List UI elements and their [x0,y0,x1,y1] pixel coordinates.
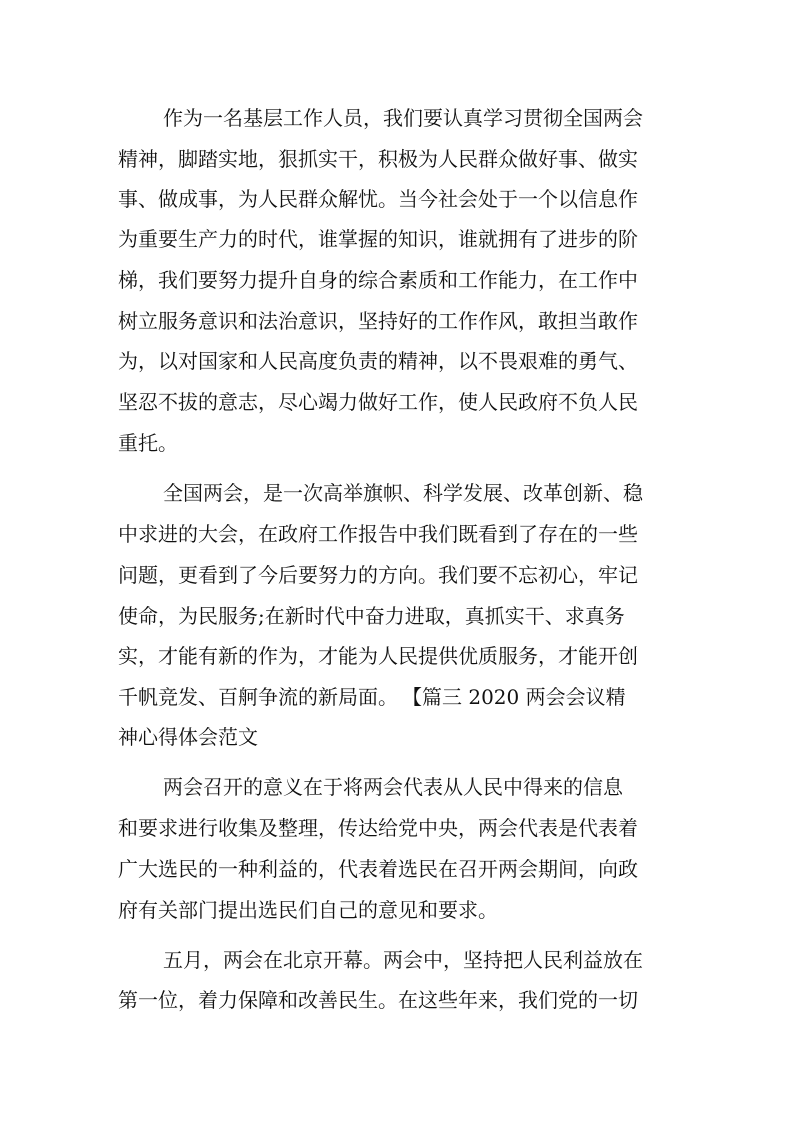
text-line: 作为一名基层工作人员，我们要认真学习贯彻全国两会 [163,106,643,130]
text-line: 中求进的大会，在政府工作报告中我们既看到了存在的一些 [118,522,638,546]
text-line: 梯，我们要努力提升自身的综合素质和工作能力，在工作中 [118,268,638,292]
text-line: 为，以对国家和人民高度负责的精神，以不畏艰难的勇气、 [118,349,638,373]
text-line: 府有关部门提出选民们自己的意见和要求。 [118,898,498,922]
text-line: 精神，脚踏实地，狠抓实干，积极为人民群众做好事、做实 [118,147,638,171]
text-line: 广大选民的一种利益的，代表着选民在召开两会期间，向政 [118,857,638,881]
text-line: 两会召开的意义在于将两会代表从人民中得来的信息 [163,775,623,799]
text-line: 第一位，着力保障和改善民生。在这些年来，我们党的一切 [118,988,638,1012]
paragraph-end-text: 千帆竞发、百舸争流的新局面。 [118,685,398,709]
section-heading-continued: 神心得体会范文 [118,725,258,749]
text-line: 树立服务意识和法治意识，坚持好的工作作风，敢担当敢作 [118,309,638,333]
text-line: 问题，更看到了今后要努力的方向。我们要不忘初心，牢记 [118,563,638,587]
text-line: 为重要生产力的时代，谁掌握的知识，谁就拥有了进步的阶 [118,227,638,251]
text-line: 坚忍不拔的意志，尽心竭力做好工作，使人民政府不负人民 [118,390,638,414]
text-line [118,682,626,712]
text-line: 重托。 [118,431,178,455]
section-heading: 【篇三 2020 两会会议精 [412,685,626,709]
text-line: 实，才能有新的作为，才能为人民提供优质服务，才能开创 [118,644,638,668]
text-line: 使命，为民服务;在新时代中奋力进取，真抓实干、求真务 [118,604,625,628]
text-line: 全国两会，是一次高举旗帜、科学发展、改革创新、稳 [163,481,643,505]
text-line: 五月，两会在北京开幕。两会中，坚持把人民利益放在 [163,948,643,972]
text-line: 和要求进行收集及整理，传达给党中央，两会代表是代表着 [118,816,638,840]
text-line: 事、做成事，为人民群众解忧。当今社会处于一个以信息作 [118,187,638,211]
